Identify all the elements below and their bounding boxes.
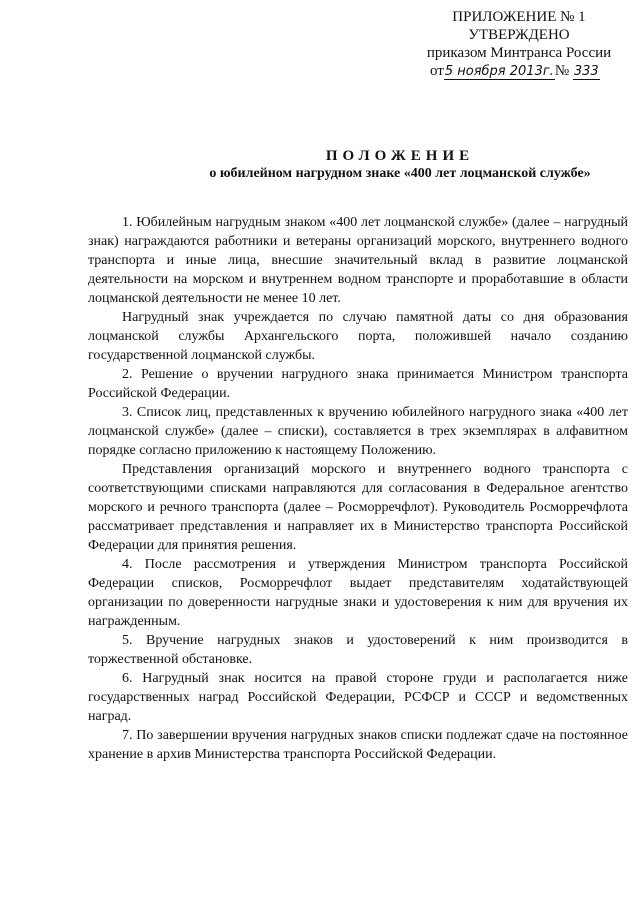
approved-label: УТВЕРЖДЕНО [468, 27, 570, 43]
paragraph-7: 7. По завершении вручения нагрудных знаков списки подлежат сдаче на постоянное хранение в архив Министерства транспорта Российской Федерации. [88, 728, 628, 762]
paragraph-1: 1. Юбилейным нагрудным знаком «400 лет лоцманской службе» (далее – нагрудный знак) награждаются работники и ветераны организаций морского, внутреннего водного транспорта и иные лица, внесшие значительный вклад в развитие лоцманской деятельности на морском и внутреннем водном транспорте и проработавшие в области лоцманской деятельности не менее 10 лет. [88, 215, 628, 306]
paragraph-3-note: Представления организаций морского и внутреннего водного транспорта с соответствующими списками направляются для согласования в Федеральное агентство морского и речного транспорта (далее – Росморречфлот). Руководитель Росморречфлота рассматривает представления и направляет их в Министерство транспорта Российской Федерации для принятия решения. [88, 462, 628, 553]
paragraph-6: 6. Нагрудный знак носится на правой стороне груди и располагается ниже государственных наград Российской Федерации, РСФСР и СССР и ведомственных наград. [88, 671, 628, 724]
paragraph-4: 4. После рассмотрения и утверждения Министром транспорта Российской Федерации списков, Росморречфлот выдает представителям ходатайствующей организации по доверенности нагрудные знаки и удостоверения к ним для вручения их награжденным. [88, 557, 628, 629]
approval-header [400, 8, 638, 81]
order-date-line [400, 62, 638, 81]
document-title: ПОЛОЖЕНИЕ [325, 148, 475, 164]
handwritten-order-number: 333 [573, 64, 599, 79]
handwritten-date: 5 ноября 2013г. [444, 64, 554, 79]
paragraph-3: 3. Список лиц, представленных к вручению юбилейного нагрудного знака «400 лет лоцманской службе» (далее – списки), составляется в трех экземплярах в алфавитном порядке согласно приложению к настоящему Положению. [88, 405, 628, 458]
paragraph-1-note: Нагрудный знак учреждается по случаю памятной даты со дня образования лоцманской службы Архангельского порта, положившей начало созданию государственной лоцманской службы. [88, 310, 628, 363]
paragraph-2: 2. Решение о вручении нагрудного знака принимается Министром транспорта Российской Федерации. [88, 367, 628, 401]
number-sign: № [554, 63, 570, 79]
order-label: приказом Минтранса России [426, 45, 612, 61]
paragraph-5: 5. Вручение нагрудных знаков и удостоверений к ним производится в торжественной обстановке. [88, 633, 628, 667]
date-prefix: от [430, 63, 444, 79]
appendix-label: ПРИЛОЖЕНИЕ № 1 [452, 9, 586, 25]
document-body [88, 213, 628, 764]
document-subtitle: о юбилейном нагрудном знаке «400 лет лоцманской службе» [209, 166, 591, 181]
